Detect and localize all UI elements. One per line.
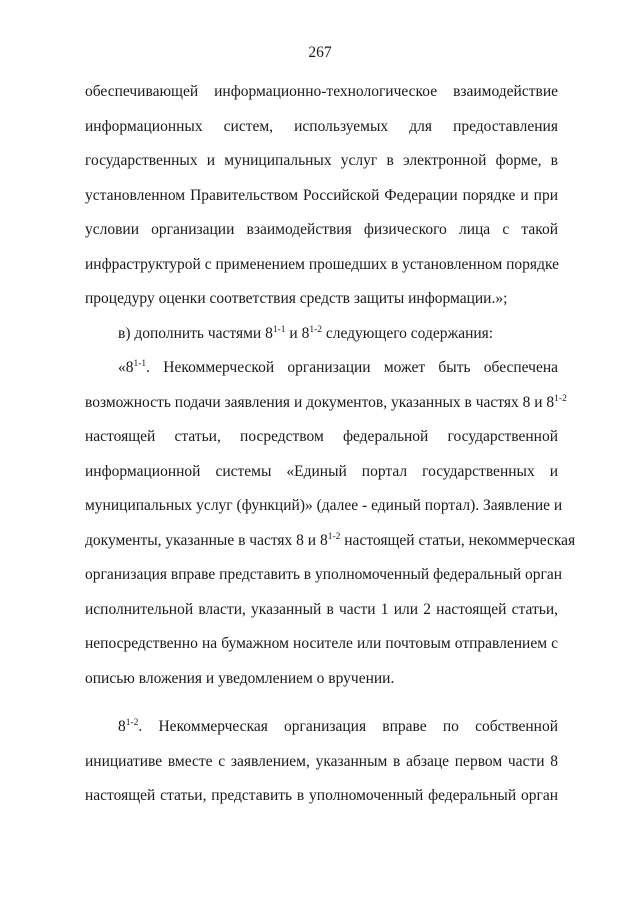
text-line: исполнительной власти, указанный в части 1 или 2 настоящей статьи, <box>85 600 558 618</box>
text-line: описью вложения и уведомлением о вручении. <box>85 669 395 687</box>
text-line: документы, указанные в частях 8 и 8$^{1-2}$ настоящей статьи, некоммерческая <box>85 531 576 549</box>
text-line: информационной системы «Единый портал государственных и <box>85 462 558 480</box>
text-line: государственных и муниципальных услуг в электронной форме, в <box>85 152 558 169</box>
paragraph-continuation <box>85 80 558 322</box>
text-line: информационных систем, используемых для предоставления <box>85 117 558 135</box>
text-line: настоящей статьи, представить в уполномоченный федеральный орган <box>85 787 558 804</box>
text-line: возможность подачи заявления и документов, указанных в частях 8 и 8$^{1-2}$ <box>85 393 567 411</box>
text-line: муниципальных услуг (функций)» (далее - единый портал). Заявление и <box>85 497 563 514</box>
text-line: в) дополнить частями 8$^{1-1}$ и 8$^{1-2}$ следующего содержания: <box>118 324 494 342</box>
text-line: процедуру оценки соответствия средств защиты информации.»; <box>85 290 508 307</box>
paragraph-gap <box>85 701 558 715</box>
text-line: установленном Правительством Российской Федерации порядке и при <box>85 186 558 204</box>
text-line: инфраструктурой с применением прошедших в установленном порядке <box>85 255 559 273</box>
body-text <box>85 80 576 819</box>
paragraph-amendment-v <box>85 322 558 357</box>
text-line: организация вправе представить в уполномоченный федеральный орган <box>85 566 563 583</box>
paragraph-part-8-1-2 <box>85 715 558 819</box>
text-line: 8$^{1-2}$. Некоммерческая организация вправе по собственной <box>118 718 558 735</box>
paragraph-part-8-1-1 <box>85 356 576 701</box>
text-line: обеспечивающей информационно-технологическое взаимодействие <box>85 83 558 100</box>
page-number: 267 <box>308 44 332 61</box>
text-line: непосредственно на бумажном носителе или почтовым отправлением с <box>85 635 558 652</box>
text-line: настоящей статьи, посредством федеральной государственной <box>85 428 558 445</box>
text-line: инициативе вместе с заявлением, указанным в абзаце первом части 8 <box>85 752 558 770</box>
text-line: условии организации взаимодействия физического лица с такой <box>85 221 558 238</box>
text-line: «8$^{1-1}$. Некоммерческой организации может быть обеспечена <box>118 359 558 376</box>
